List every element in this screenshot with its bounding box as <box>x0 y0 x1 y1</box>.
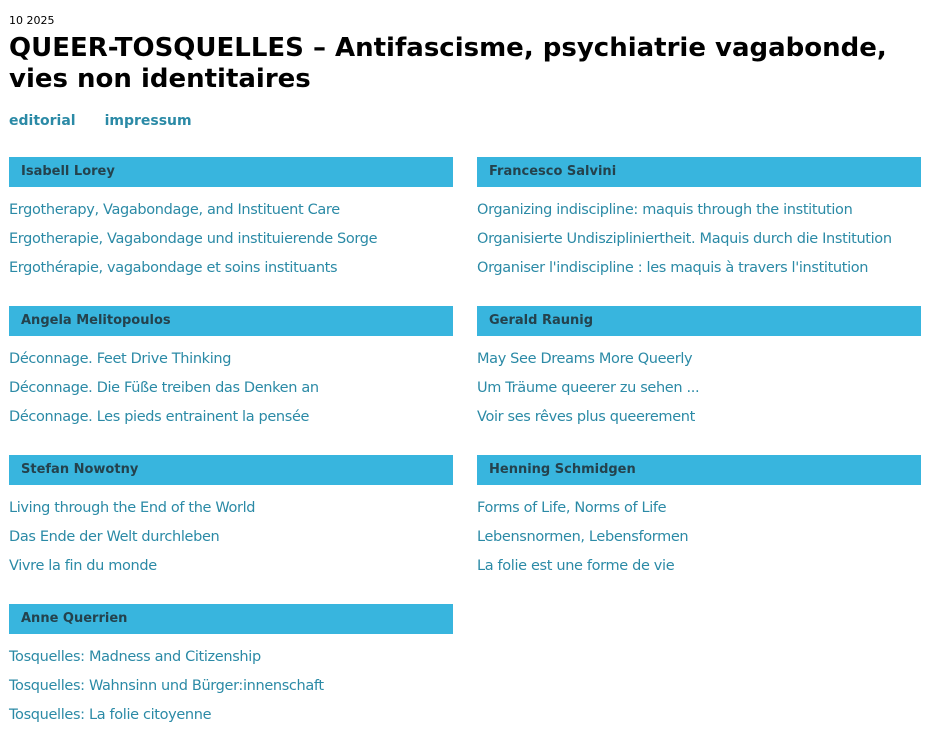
article-link[interactable]: Déconnage. Feet Drive Thinking <box>9 351 232 367</box>
issue-date: 10 2025 <box>9 14 55 27</box>
list-item <box>477 377 921 406</box>
article-link[interactable]: Tosquelles: La folie citoyenne <box>9 707 212 723</box>
article-link[interactable]: Déconnage. Les pieds entrainent la pensée <box>9 409 310 425</box>
article-link[interactable]: Forms of Life, Norms of Life <box>477 500 667 516</box>
author-block <box>9 455 453 584</box>
list-item <box>9 555 453 584</box>
list-item <box>477 497 921 526</box>
author-name: Anne Querrien <box>9 604 453 634</box>
article-list <box>477 336 921 435</box>
list-item <box>9 704 453 733</box>
list-item <box>477 526 921 555</box>
article-link[interactable]: La folie est une forme de vie <box>477 558 675 574</box>
article-list <box>9 485 453 584</box>
page-title: QUEER-TOSQUELLES – Antifascisme, psychiatrie vagabonde, vies non identitaires <box>9 33 887 94</box>
author-name: Stefan Nowotny <box>9 455 453 485</box>
article-list <box>9 187 453 286</box>
article-link[interactable]: Voir ses rêves plus queerement <box>477 409 695 425</box>
author-name: Henning Schmidgen <box>477 455 921 485</box>
author-name: Gerald Raunig <box>477 306 921 336</box>
list-item <box>9 526 453 555</box>
list-item <box>477 555 921 584</box>
author-block <box>477 157 921 286</box>
list-item <box>477 348 921 377</box>
list-item <box>9 348 453 377</box>
list-item <box>477 228 921 257</box>
top-nav <box>9 112 192 130</box>
author-name: Francesco Salvini <box>477 157 921 187</box>
article-link[interactable]: May See Dreams More Queerly <box>477 351 693 367</box>
list-item <box>9 646 453 675</box>
article-link[interactable]: Lebensnormen, Lebensformen <box>477 529 689 545</box>
author-block <box>477 306 921 435</box>
article-list <box>9 634 453 733</box>
article-link[interactable]: Living through the End of the World <box>9 500 256 516</box>
article-link[interactable]: Ergotherapie, Vagabondage und instituierende Sorge <box>9 231 378 247</box>
author-block <box>477 455 921 584</box>
article-link[interactable]: Organisierte Undiszipliniertheit. Maquis durch die Institution <box>477 231 892 247</box>
article-link[interactable]: Vivre la fin du monde <box>9 558 157 574</box>
list-item <box>477 199 921 228</box>
list-item <box>9 199 453 228</box>
article-link[interactable]: Um Träume queerer zu sehen ... <box>477 380 700 396</box>
article-link[interactable]: Tosquelles: Madness and Citizenship <box>9 649 261 665</box>
nav-impressum-link[interactable]: impressum <box>104 113 192 129</box>
author-name: Angela Melitopoulos <box>9 306 453 336</box>
article-link[interactable]: Tosquelles: Wahnsinn und Bürger:innenschaft <box>9 678 324 694</box>
list-item <box>9 406 453 435</box>
article-link[interactable]: Déconnage. Die Füße treiben das Denken an <box>9 380 319 396</box>
list-item <box>9 257 453 286</box>
author-block <box>9 157 453 286</box>
list-item <box>9 675 453 704</box>
list-item <box>9 228 453 257</box>
nav-editorial-link[interactable]: editorial <box>9 113 76 129</box>
author-name: Isabell Lorey <box>9 157 453 187</box>
article-list <box>477 485 921 584</box>
article-link[interactable]: Organiser l'indiscipline : les maquis à travers l'institution <box>477 260 869 276</box>
article-link[interactable]: Das Ende der Welt durchleben <box>9 529 220 545</box>
list-item <box>477 406 921 435</box>
author-block <box>9 306 453 435</box>
list-item <box>9 497 453 526</box>
article-list <box>9 336 453 435</box>
article-link[interactable]: Ergothérapie, vagabondage et soins instituants <box>9 260 338 276</box>
list-item <box>9 377 453 406</box>
list-item <box>477 257 921 286</box>
article-link[interactable]: Organizing indiscipline: maquis through the institution <box>477 202 853 218</box>
article-list <box>477 187 921 286</box>
author-grid <box>9 157 921 733</box>
article-link[interactable]: Ergotherapy, Vagabondage, and Instituent Care <box>9 202 340 218</box>
